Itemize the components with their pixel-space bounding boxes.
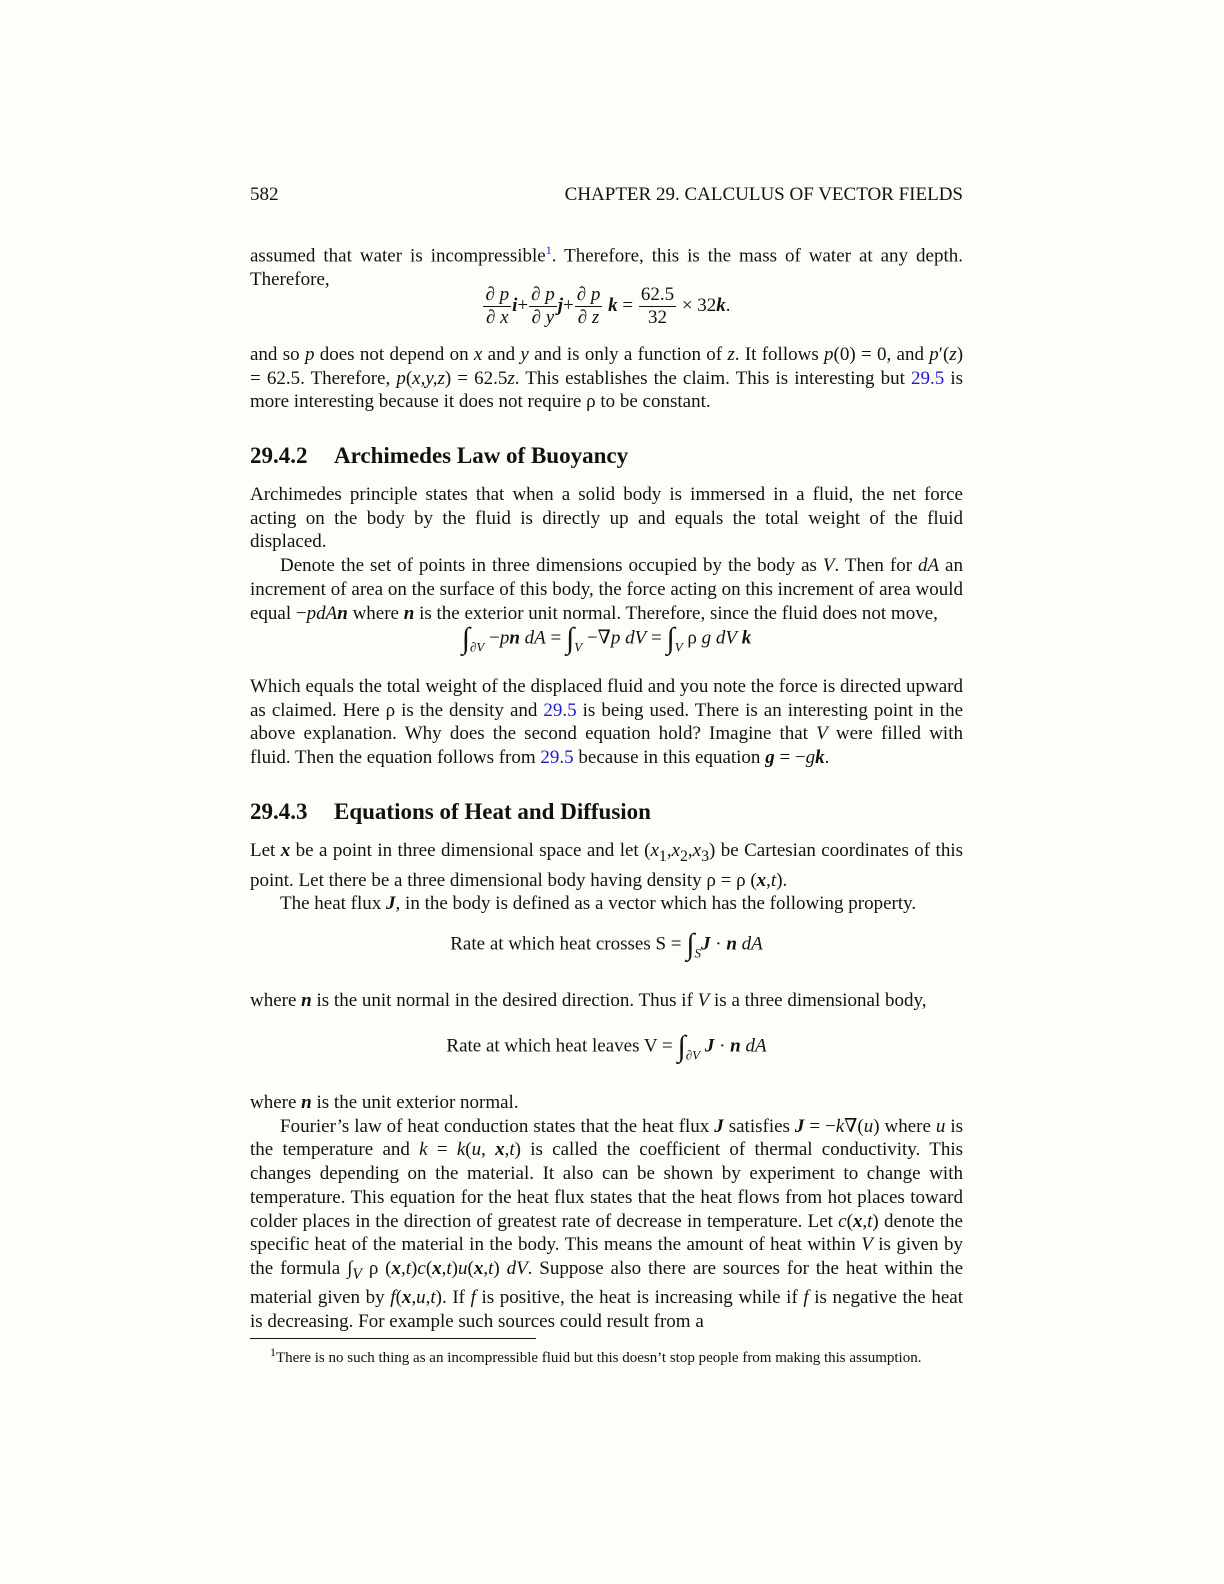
heat-p4-p5: where n is the unit exterior normal. Fourier’s law of heat conduction states that the heat flux J satisfies J = −k∇(u) where u is the temperature and k = k(u, x,t) is called the coefficient of thermal conductivity. This changes depending on the material. It also can be shown by experiment to change with temperature. This equation for the heat flux states that the heat flows from hot places toward colder places in the direction of greatest rate of decrease in temperature. Let c(x,t) denote the specific heat of the material in the body. This means the amount of heat within V is given by the formula $\int_V$ ρ (x,t)c(x,t)u(x,t) dV. Suppose also there are sources for the heat within the material given by f(x,u,t). If f is positive, the heat is increasing while if f is negative the heat is decreasing. For example such sources could result from a xyxy=(250,1092,964,1333)
equation-buoyancy: $\int_{\partial V} -pn$ dA = $\int_V -\nabla p$ dV = $\int_V$ ρ g dV k xyxy=(461,622,752,655)
eq1-sub: S xyxy=(694,945,701,961)
ref-29-5[interactable]: 29.5 xyxy=(910,367,945,389)
heat-p3: where n is the unit normal in the desired direction. Thus if V is a three dimensional body, xyxy=(250,990,927,1011)
archimedes-paragraphs xyxy=(250,483,963,625)
footnote-rule xyxy=(250,1338,536,1339)
chapter-title: CHAPTER 29. CALCULUS OF VECTOR FIELDS xyxy=(564,184,963,205)
heat-paragraphs xyxy=(250,839,963,916)
ref-29-5[interactable]: 29.5 xyxy=(543,699,577,721)
paragraph-pressure-conclusion: and so p does not depend on x and y and is only a function of z. It follows p(0) = 0, and p′(z) = 62.5. Therefore, p(x,y,z) = 62.5z. This establishes the claim. This is interesting but 29.5 is more interesting because it does not require ρ to be constant. xyxy=(250,344,964,413)
section-number: 29.4.2 xyxy=(250,443,308,468)
equation-heat-crosses: Rate at which heat crosses $S = \int_SJ \cdot n$ dA xyxy=(450,928,763,961)
equation-heat-leaves: Rate at which heat leaves $V = \int_{\partial V}$ J · n dA xyxy=(446,1030,767,1063)
archimedes-p1: Archimedes principle states that when a solid body is immersed in a fluid, the net force acting on the body by the fluid is directly up and equals the total weight of the fluid displaced. xyxy=(250,484,963,553)
archimedes-p2: Denote the set of points in three dimensions occupied by the body as V. Then for dA an increment of area on the surface of this body, the force acting on this increment of area would equal −pdAn where n is the exterior unit normal. Therefore, since the fluid does not move, xyxy=(250,555,963,624)
section-title: Archimedes Law of Buoyancy xyxy=(334,443,629,468)
page-number: 582 xyxy=(250,184,279,205)
footnote-text: There is no such thing as an incompressible fluid but this doesn’t stop people from making this assumption. xyxy=(276,1350,922,1366)
intro-text-2: . Therefore, this is the mass of water at any depth. Therefore, xyxy=(250,245,963,291)
eq2-label: Rate at which heat leaves V = xyxy=(446,1035,673,1057)
section-heading-archimedes xyxy=(250,443,628,469)
fourier-paragraph: Fourier’s law of heat conduction states that the heat flux J satisfies J = −k∇(u) where u is the temperature and k = k(u, x,t) is called the coefficient of thermal conductivity. This changes depending on the material. It also can be shown by experiment to change with temperature. This equation for the heat flux states that the heat flows from hot places toward colder places in the direction of greatest rate of decrease in temperature. Let c(x,t) denote the specific heat of the material in the body. This means the amount of heat within V is given by the formula $\int_V$ ρ (x,t)c(x,t)u(x,t) dV. Suppose also there are sources for the heat within the material given by f(x,u,t). If f is positive, the heat is increasing while if f is negative the heat is decreasing. For example such sources could result from a xyxy=(250,1115,964,1333)
archimedes-p3: Which equals the total weight of the displaced fluid and you note the force is directed upward as claimed. Here ρ is the density and 29.5 is being used. There is an interesting point in the above explanation. Why does the second equation hold? Imagine that V were filled with fluid. Then the equation follows from 29.5 because in this equation g = −gk. xyxy=(250,676,964,769)
heat-p1: Let x be a point in three dimensional space and let $(x_1,x_2,x_3)$ be Cartesian coordinates of this point. Let there be a three dimensional body having density ρ = ρ (x,t). xyxy=(250,840,963,891)
eq2-sub: ∂V xyxy=(685,1047,701,1063)
section-number: 29.4.3 xyxy=(250,799,308,824)
running-head xyxy=(250,184,963,206)
footnote-number: 1 xyxy=(270,1345,276,1359)
heat-p2: The heat flux J, in the body is defined as a vector which has the following property. xyxy=(280,893,917,915)
eq1-label: Rate at which heat crosses S = xyxy=(450,933,682,955)
section-title: Equations of Heat and Diffusion xyxy=(334,799,651,824)
section-heading-heat xyxy=(250,799,651,825)
ref-29-5[interactable]: 29.5 xyxy=(540,747,574,769)
footnote-mark[interactable]: 1 xyxy=(545,243,552,257)
equation-gradient-pressure: $\frac{\partial p}{\partial x}$ i+ $\frac{\partial p}{\partial y}$ j+ $\frac{\partial p}{\partial z}$ k = $\frac{62.5}{32}$ × 32k. xyxy=(485,284,731,328)
intro-text: assumed that water is incompressible xyxy=(250,245,546,267)
footnote xyxy=(270,1345,970,1367)
